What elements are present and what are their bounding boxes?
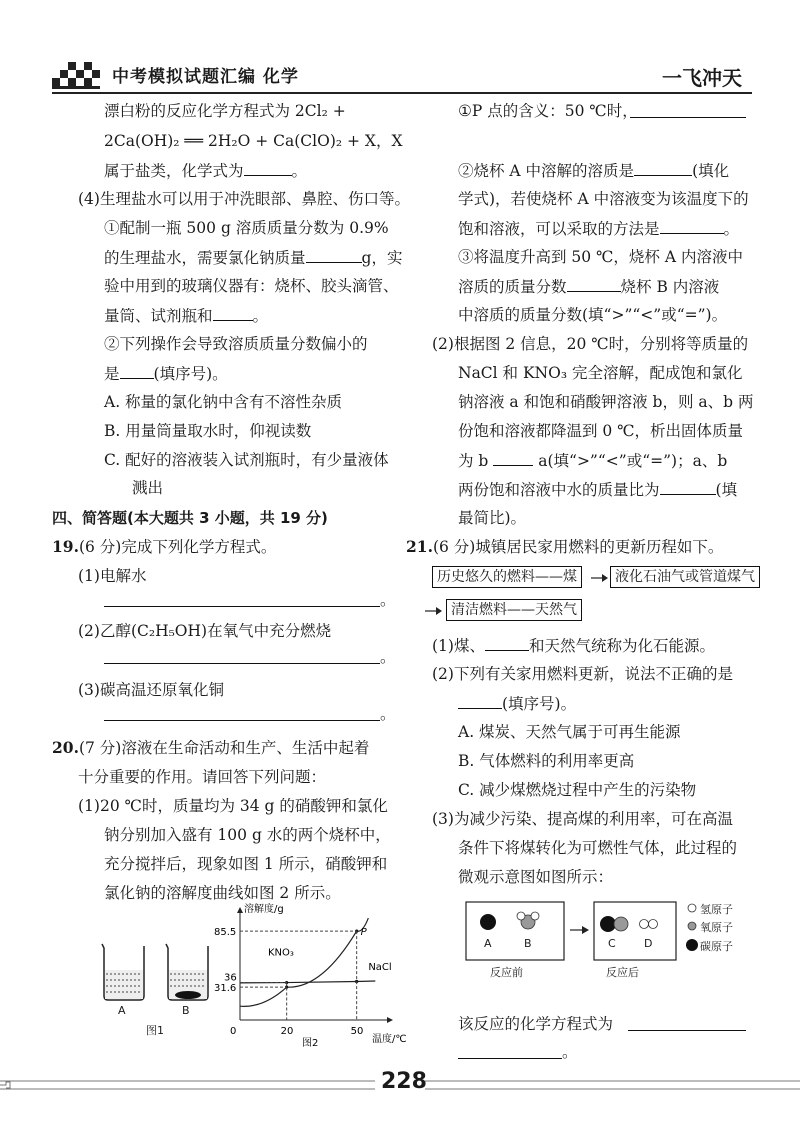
q21-option-b: B. 气体燃料的利用率更高: [458, 752, 635, 770]
footer-border-left: [0, 1076, 375, 1088]
header-brand: 一飞冲天: [662, 66, 742, 90]
series-label-nacl: NaCl: [368, 962, 392, 974]
legend-carbon-label: 碳原子: [700, 940, 733, 953]
left-line-1: 漂白粉的反应化学方程式为 2Cl₂ +: [104, 102, 346, 120]
y-tick-label: 85.5: [214, 927, 237, 939]
molecule-label-d: D: [644, 937, 653, 950]
r-q2-c: 钠溶液 a 和饱和硝酸钾溶液 b，则 a、b 两: [458, 393, 754, 411]
q19-3: (3)碳高温还原氧化铜: [78, 681, 224, 699]
q4-1-line-b: 的生理盐水，需要氯化钠质量 g，实: [104, 249, 403, 267]
figure-1-label-b: B: [182, 1004, 190, 1017]
arrow-right-icon: [570, 926, 589, 934]
q21-2-b: (填序号)。: [458, 693, 576, 714]
before-caption: 反应前: [490, 966, 523, 979]
q21-option-a: A. 煤炭、天然气属于可再生能源: [458, 723, 681, 741]
q21-end-dot: 。: [562, 1043, 578, 1061]
q4-2-line-a: ②下列操作会导致溶质质量分数偏小的: [104, 335, 368, 353]
molecule-label-b: B: [524, 937, 532, 950]
series-line-kno3: [240, 918, 368, 1006]
q21-3-c: 微观示意图如图所示：: [458, 868, 614, 886]
q20-heading: 20.(7 分)溶液在生命活动和生产、生活中起着: [52, 738, 370, 757]
beaker-b-icon: [166, 944, 208, 1000]
r-q1-2-a: ②烧杯 A 中溶解的溶质是 (填化: [458, 162, 730, 180]
solubility-chart: [214, 904, 407, 1049]
y-axis-label: 溶解度/g: [244, 904, 284, 915]
legend-hydrogen-icon: [688, 904, 696, 912]
q19-1-answer-line: [104, 606, 380, 607]
y-tick-label: 31.6: [214, 983, 237, 995]
r-q1-2-d: 饱和溶液，可以采取的方法是 。: [458, 220, 740, 238]
header-rule: [52, 92, 752, 94]
h2-molecule-icon: [640, 920, 658, 929]
section-heading: 四、简答题(本大题共 3 小题，共 19 分): [52, 509, 328, 527]
legend-oxygen-label: 氧原子: [700, 921, 733, 934]
header-checker-logo: [52, 58, 100, 92]
q20-1-line-b: 钠分别加入盛有 100 g 水的两个烧杯中，: [104, 826, 391, 844]
r-q1-3-b: 溶质的质量分数 烧杯 B 内溶液: [458, 278, 720, 296]
fuel-box-coal: 历史悠久的燃料——煤: [432, 566, 582, 588]
q21-equation-prompt: 该反应的化学方程式为: [458, 1015, 614, 1033]
q19-3-dot: 。: [380, 705, 396, 723]
chart-caption: 图2: [302, 1038, 319, 1049]
figure-1-beakers: [96, 940, 226, 1030]
q19-3-answer-line: [104, 720, 380, 721]
q19-2-dot: 。: [380, 648, 396, 666]
q20-line-b: 十分重要的作用。请回答下列问题：: [78, 768, 327, 786]
beaker-a-icon: [102, 944, 144, 1000]
legend-hydrogen-label: 氢原子: [700, 903, 733, 916]
q4-heading: (4)生理盐水可以用于冲洗眼部、鼻腔、伤口等。: [78, 190, 410, 208]
fuel-box-natural-gas: 清洁燃料——天然气: [446, 599, 582, 621]
x-axis-label: 温度/℃: [372, 1034, 407, 1045]
q21-3-b: 条件下将煤转化为可燃性气体，此过程的: [458, 839, 738, 857]
r-q2-e: 为 b a(填“>”“<”或“=”)；a、b: [458, 452, 728, 470]
x-tick-label: 0: [230, 1026, 237, 1037]
arrow-right-icon: [424, 603, 444, 622]
q19-1: (1)电解水: [78, 567, 147, 585]
option-c-cont: 溅出: [132, 479, 164, 497]
r-q1-2-c: 学式)，若使烧杯 A 中溶液变为该温度下的: [458, 190, 749, 208]
before-box: [466, 902, 564, 960]
arrow-right-icon: [590, 570, 610, 589]
q20-1-line-a: (1)20 ℃时，质量均为 34 g 的硝酸钾和氯化: [78, 797, 388, 815]
point-p-label: P: [360, 927, 367, 939]
q21-heading: 21.(6 分)城镇居民家用燃料的更新历程如下。: [406, 537, 724, 556]
q21-option-c: C. 减少煤燃烧过程中产生的污染物: [458, 781, 697, 799]
molecule-label-a: A: [484, 937, 492, 950]
q20-1-line-c: 充分搅拌后，现象如图 1 所示，硝酸钾和: [104, 855, 388, 873]
q19-2: (2)乙醇(C₂H₅OH)在氧气中充分燃烧: [78, 622, 332, 640]
carbon-atom-icon: [480, 914, 496, 930]
option-b: B. 用量筒量取水时，仰视读数: [104, 422, 312, 440]
page-number: 228: [381, 1069, 427, 1094]
co-molecule-icon: [600, 916, 628, 932]
r-q2-f: 两份饱和溶液中水的质量比为 (填: [458, 481, 738, 499]
q4-2-line-b: 是 (填序号)。: [104, 365, 228, 383]
legend-oxygen-icon: [688, 922, 696, 930]
y-tick-label: 36: [224, 972, 237, 984]
q21-answer-line-1: [628, 1030, 746, 1031]
q4-1-line-e: 量筒、试剂瓶和 。: [104, 307, 269, 325]
r-q2-a: (2)根据图 2 信息，20 ℃时，分别将等质量的: [432, 335, 749, 353]
header-title: 中考模拟试题汇编 化学: [112, 67, 299, 87]
r-q2-d: 份饱和溶液都降温到 0 ℃，析出固体质量: [458, 422, 744, 440]
water-molecule-icon: [517, 912, 539, 929]
figure-1-label-a: A: [118, 1004, 126, 1017]
legend-carbon-icon: [686, 939, 698, 951]
fuel-box-lpg: 液化石油气或管道煤气: [610, 566, 760, 588]
x-tick-label: 50: [350, 1026, 364, 1037]
x-tick-label: 20: [280, 1026, 294, 1037]
r-q1-1-answer-line: [630, 117, 746, 118]
q21-1: (1)煤、 和天然气统称为化石能源。: [432, 637, 715, 655]
r-q1-3-d: 中溶质的质量分数(填“>”“<”或“=”)。: [458, 306, 728, 324]
q21-answer-line-2: [458, 1058, 562, 1059]
r-q1-1: ①P 点的含义：50 ℃时，: [458, 102, 638, 120]
r-q2-b: NaCl 和 KNO₃ 完全溶解，配成饱和氯化: [458, 364, 743, 382]
molecule-label-c: C: [608, 937, 616, 950]
q4-1-line-a: ①配制一瓶 500 g 溶质质量分数为 0.9%: [104, 219, 389, 237]
q4-1-line-d: 验中用到的玻璃仪器有：烧杯、胶头滴管、: [104, 277, 399, 295]
figure-1-caption: 图1: [146, 1024, 164, 1037]
option-c: C. 配好的溶液装入试剂瓶时，有少量液体: [104, 451, 389, 469]
option-a: A. 称量的氯化钠中含有不溶性杂质: [104, 393, 343, 411]
footer-border-right: [425, 1076, 800, 1088]
q19-heading: 19.(6 分)完成下列化学方程式。: [52, 537, 277, 556]
q21-2-a: (2)下列有关家用燃料更新，说法不正确的是: [432, 665, 733, 683]
left-line-3: 属于盐类，化学式为 。: [104, 162, 308, 180]
q21-3-a: (3)为减少污染、提高煤的利用率，可在高温: [432, 810, 733, 828]
q20-1-line-d: 氯化钠的溶解度曲线如图 2 所示。: [104, 884, 341, 902]
after-caption: 反应后: [606, 966, 639, 979]
series-label-kno3: KNO₃: [268, 947, 294, 959]
q19-1-dot: 。: [380, 591, 396, 609]
r-q2-g: 最简比)。: [458, 509, 527, 527]
left-line-2: 2Ca(OH)₂ ══ 2H₂O + Ca(ClO)₂ + X，X: [104, 132, 403, 150]
r-q1-3-a: ③将温度升高到 50 ℃，烧杯 A 内溶液中: [458, 248, 743, 266]
q19-2-answer-line: [104, 663, 380, 664]
